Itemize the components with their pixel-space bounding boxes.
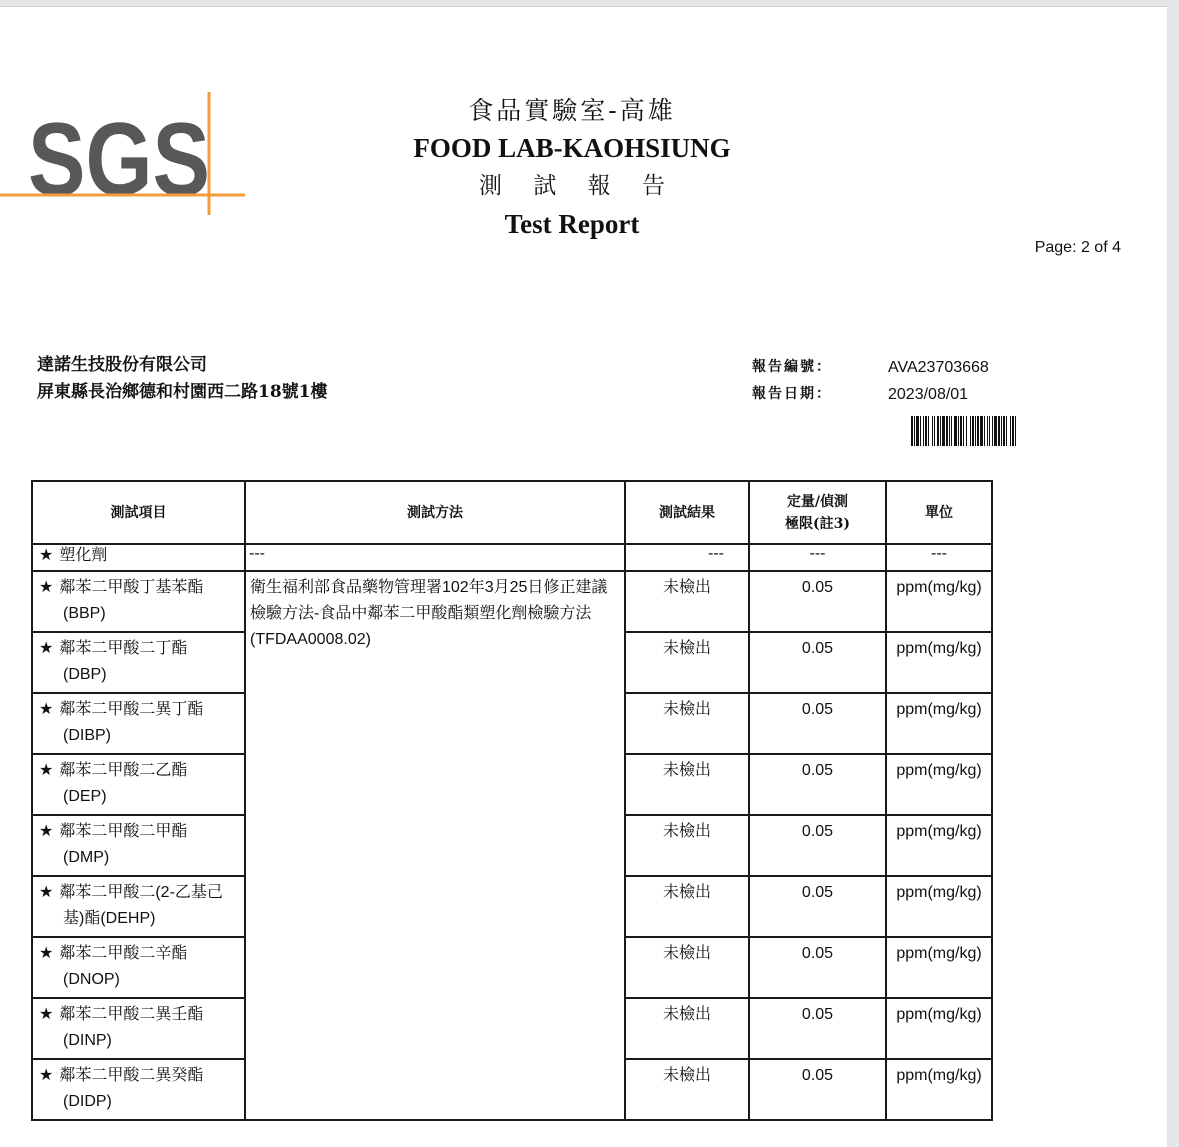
barcode-bar bbox=[960, 416, 962, 446]
header-result: 測試結果 bbox=[625, 481, 749, 544]
star-icon: ★ bbox=[39, 823, 54, 840]
barcode-bar bbox=[1006, 416, 1007, 446]
item-name-line bbox=[39, 819, 240, 845]
result-cell: 未檢出 bbox=[625, 1059, 749, 1120]
report-title-en: Test Report bbox=[504, 209, 640, 239]
unit-cell: ppm(mg/kg) bbox=[886, 754, 992, 815]
result-cell: 未檢出 bbox=[625, 693, 749, 754]
item-name-line bbox=[39, 1002, 240, 1028]
limit-cell: 0.05 bbox=[749, 937, 886, 998]
item-cell bbox=[32, 1059, 245, 1120]
barcode-bar bbox=[951, 416, 952, 446]
barcode-bar bbox=[992, 416, 993, 446]
item-cell bbox=[32, 815, 245, 876]
barcode-bar bbox=[1003, 416, 1005, 446]
sgs-logo-text: SGS bbox=[28, 102, 210, 218]
report-number-label: 報告編號： bbox=[752, 359, 832, 375]
barcode-bar bbox=[916, 416, 919, 446]
barcode-bar bbox=[940, 416, 941, 446]
item-name-sub: (DEP) bbox=[63, 788, 107, 805]
barcode-bar bbox=[994, 416, 997, 446]
item-cell bbox=[32, 693, 245, 754]
barcode-bar bbox=[914, 416, 915, 446]
sgs-logo bbox=[0, 89, 250, 219]
barcode-bar bbox=[963, 416, 964, 446]
item-name-line bbox=[39, 636, 240, 662]
star-icon: ★ bbox=[39, 579, 54, 596]
report-page bbox=[0, 6, 1167, 1147]
barcode-bar bbox=[966, 416, 967, 446]
barcode-bar bbox=[946, 416, 948, 446]
report-meta bbox=[752, 354, 989, 408]
client-block bbox=[37, 352, 328, 406]
unit-cell: ppm(mg/kg) bbox=[886, 632, 992, 693]
result-cell: 未檢出 bbox=[625, 571, 749, 632]
star-icon: ★ bbox=[39, 945, 54, 962]
barcode-bar bbox=[1012, 416, 1014, 446]
star-icon: ★ bbox=[39, 1067, 54, 1084]
item-name-cn: 鄰苯二甲酸二(2-乙基己 bbox=[59, 884, 223, 901]
report-header bbox=[380, 93, 764, 243]
result-cell: 未檢出 bbox=[625, 632, 749, 693]
barcode-bar bbox=[987, 416, 988, 446]
barcode-bar bbox=[949, 416, 950, 446]
item-cell bbox=[32, 754, 245, 815]
item-name-line bbox=[39, 575, 240, 601]
limit-cell: 0.05 bbox=[749, 998, 886, 1059]
section-result-cell: --- bbox=[625, 544, 749, 571]
star-icon: ★ bbox=[39, 762, 54, 779]
result-cell: 未檢出 bbox=[625, 754, 749, 815]
barcode-bar bbox=[977, 416, 979, 446]
report-title-cn: 測 試 報 告 bbox=[479, 173, 677, 199]
barcode-bar bbox=[958, 416, 959, 446]
barcode-bar bbox=[932, 416, 933, 446]
header-limit bbox=[749, 481, 886, 544]
item-name-cn: 鄰苯二甲酸二乙酯 bbox=[59, 762, 188, 779]
barcode-bar bbox=[911, 416, 913, 446]
client-company: 達諾生技股份有限公司 bbox=[37, 355, 207, 375]
section-method-cell: --- bbox=[245, 544, 625, 571]
section-unit-cell: --- bbox=[886, 544, 992, 571]
item-name-sub: (DIDP) bbox=[63, 1093, 112, 1110]
barcode-bar bbox=[937, 416, 939, 446]
unit-cell: ppm(mg/kg) bbox=[886, 693, 992, 754]
limit-cell: 0.05 bbox=[749, 876, 886, 937]
barcode-bar bbox=[1015, 416, 1016, 446]
star-icon: ★ bbox=[39, 701, 54, 718]
item-cell bbox=[32, 876, 245, 937]
item-name-cn: 鄰苯二甲酸二甲酯 bbox=[59, 823, 188, 840]
header-item: 測試項目 bbox=[32, 481, 245, 544]
barcode-bar bbox=[998, 416, 1000, 446]
item-name-line bbox=[39, 880, 240, 906]
limit-cell: 0.05 bbox=[749, 632, 886, 693]
barcode-bar bbox=[980, 416, 983, 446]
item-name-cn: 鄰苯二甲酸二異丁酯 bbox=[59, 701, 204, 718]
unit-cell: ppm(mg/kg) bbox=[886, 998, 992, 1059]
barcode-bar bbox=[1001, 416, 1002, 446]
header-limit-line1: 定量/偵測 bbox=[786, 493, 849, 510]
item-name-sub: (DINP) bbox=[63, 1032, 112, 1049]
lab-name-cn: 食品實驗室-高雄 bbox=[468, 96, 676, 125]
unit-cell: ppm(mg/kg) bbox=[886, 815, 992, 876]
unit-cell: ppm(mg/kg) bbox=[886, 1059, 992, 1120]
lab-name-en: FOOD LAB-KAOHSIUNG bbox=[413, 133, 731, 163]
barcode-bar bbox=[923, 416, 924, 446]
barcode-bar bbox=[925, 416, 927, 446]
item-cell bbox=[32, 571, 245, 632]
barcode-bar bbox=[972, 416, 974, 446]
barcode-bar bbox=[934, 416, 935, 446]
item-name-sub: (DBP) bbox=[63, 666, 107, 683]
results-table bbox=[31, 480, 993, 1121]
item-name-sub: (DMP) bbox=[63, 849, 110, 866]
result-cell: 未檢出 bbox=[625, 815, 749, 876]
barcode-bar bbox=[928, 416, 929, 446]
limit-cell: 0.05 bbox=[749, 754, 886, 815]
unit-cell: ppm(mg/kg) bbox=[886, 876, 992, 937]
item-name-sub: (DIBP) bbox=[63, 727, 111, 744]
limit-cell: 0.05 bbox=[749, 815, 886, 876]
item-name-sub: (DNOP) bbox=[63, 971, 120, 988]
unit-cell: ppm(mg/kg) bbox=[886, 937, 992, 998]
item-cell bbox=[32, 998, 245, 1059]
item-name-line bbox=[39, 758, 240, 784]
item-name-line bbox=[39, 1063, 240, 1089]
item-name-cn: 鄰苯二甲酸二異壬酯 bbox=[59, 1006, 204, 1023]
header-limit-line2: 極限(註3) bbox=[785, 515, 850, 532]
item-name-sub: 基)酯(DEHP) bbox=[63, 910, 156, 927]
item-name-line bbox=[39, 941, 240, 967]
barcode bbox=[911, 416, 1077, 446]
star-icon: ★ bbox=[39, 884, 54, 901]
result-cell: 未檢出 bbox=[625, 876, 749, 937]
page-number: Page: 2 of 4 bbox=[1034, 239, 1121, 256]
item-name-sub: (BBP) bbox=[63, 605, 106, 622]
report-number-value: AVA23703668 bbox=[888, 359, 989, 376]
limit-cell: 0.05 bbox=[749, 1059, 886, 1120]
item-name-cn: 鄰苯二甲酸二異癸酯 bbox=[59, 1067, 204, 1084]
client-address: 屏東縣長治鄉德和村園西二路18號1樓 bbox=[37, 382, 328, 402]
result-cell: 未檢出 bbox=[625, 998, 749, 1059]
method-cell: 衛生福利部食品藥物管理署102年3月25日修正建議檢驗方法-食品中鄰苯二甲酸酯類塑化劑檢驗方法(TFDAA0008.02) bbox=[245, 571, 625, 1120]
result-cell: 未檢出 bbox=[625, 937, 749, 998]
unit-cell: ppm(mg/kg) bbox=[886, 571, 992, 632]
section-item-cell bbox=[32, 544, 245, 571]
barcode-bar bbox=[975, 416, 976, 446]
header-method: 測試方法 bbox=[245, 481, 625, 544]
item-name-line bbox=[39, 697, 240, 723]
report-date-row bbox=[752, 381, 989, 408]
star-icon: ★ bbox=[39, 547, 54, 564]
item-name-cn: 鄰苯二甲酸二丁酯 bbox=[59, 640, 188, 657]
table-row bbox=[32, 571, 992, 632]
star-icon: ★ bbox=[39, 640, 54, 657]
item-cell bbox=[32, 937, 245, 998]
barcode-bar bbox=[970, 416, 971, 446]
item-cell bbox=[32, 632, 245, 693]
barcode-bar bbox=[920, 416, 921, 446]
header-unit: 單位 bbox=[886, 481, 992, 544]
barcode-bar bbox=[954, 416, 957, 446]
report-date-value: 2023/08/01 bbox=[888, 386, 969, 403]
star-icon: ★ bbox=[39, 1006, 54, 1023]
barcode-bar bbox=[989, 416, 990, 446]
report-number-row bbox=[752, 354, 989, 381]
barcode-bar bbox=[984, 416, 985, 446]
limit-cell: 0.05 bbox=[749, 693, 886, 754]
section-limit-cell: --- bbox=[749, 544, 886, 571]
section-name: 塑化劑 bbox=[59, 547, 108, 564]
table-header-row bbox=[32, 481, 992, 544]
item-name-cn: 鄰苯二甲酸二辛酯 bbox=[59, 945, 188, 962]
limit-cell: 0.05 bbox=[749, 571, 886, 632]
item-name-cn: 鄰苯二甲酸丁基苯酯 bbox=[59, 579, 204, 596]
barcode-bar bbox=[942, 416, 945, 446]
barcode-bar bbox=[1010, 416, 1011, 446]
section-row bbox=[32, 544, 992, 571]
report-date-label: 報告日期： bbox=[752, 386, 832, 402]
